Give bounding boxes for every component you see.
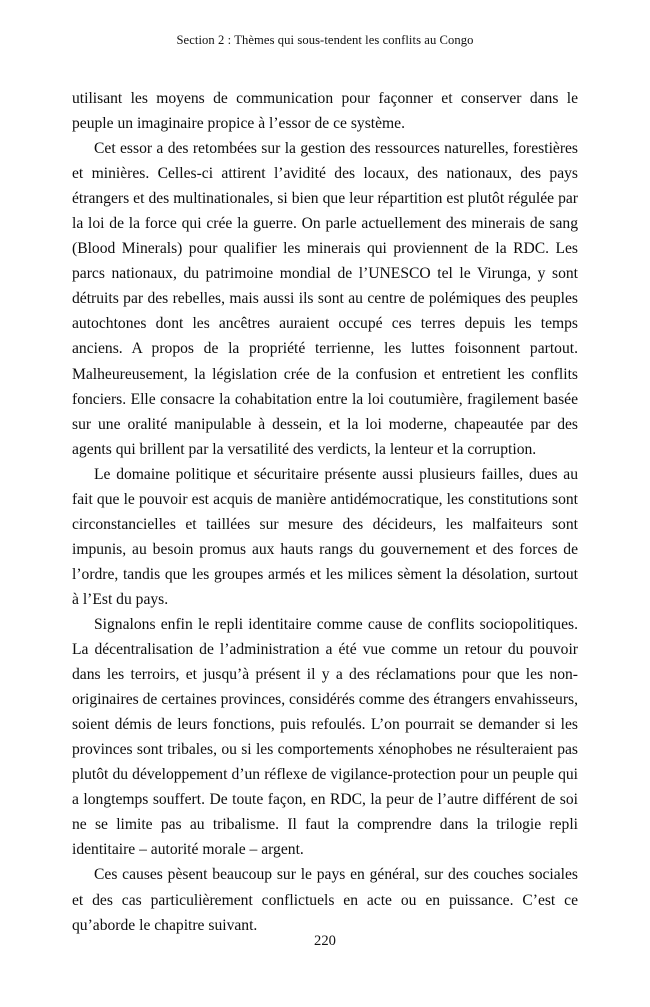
paragraph: Ces causes pèsent beaucoup sur le pays en général, sur des couches sociales et des cas particulièrement conflictuels en acte ou en puissance. C’est ce qu’aborde le chapitre suivant. — [72, 866, 578, 934]
paragraph: utilisant les moyens de communication pour façonner et conserver dans le peuple un imaginaire propice à l’essor de ce système. — [72, 90, 578, 133]
running-header: Section 2 : Thèmes qui sous-tendent les conflits au Congo — [176, 33, 474, 47]
paragraph: Signalons enfin le repli identitaire comme cause de conflits sociopolitiques. La décentralisation de l’administration a été vue comme un retour du pouvoir dans les terroirs, et jusqu’à présent il y a des réclamations pour que les non-originaires de certaines provinces, considérés comme des étrangers envahisseurs, soient démis de leurs fonctions, puis refoulés. L’on pourrait se demander si les provinces sont tribales, ou si les comportements xénophobes ne résulteraient pas plutôt du développement d’un réflexe de vigilance-protection pour un peuple qui a longtemps souffert. De toute façon, en RDC, la peur de l’autre différent de soi ne se limite pas au tribalisme. Il faut la comprendre dans la trilogie repli identitaire – autorité morale – argent. — [72, 615, 578, 859]
paragraph: Le domaine politique et sécuritaire présente aussi plusieurs failles, dues au fait que le pouvoir est acquis de manière antidémocratique, les constitutions sont circonstancielles et taillées sur mesure des décideurs, les malfaiteurs sont impunis, au besoin promus aux hauts rangs du gouvernement et des forces de l’ordre, tandis que les groupes armés et les milices sèment la désolation, surtout à l’Est du pays. — [72, 465, 578, 608]
body-text-block — [72, 86, 578, 938]
paragraph: Cet essor a des retombées sur la gestion des ressources naturelles, forestières et minières. Celles-ci attirent l’avidité des locaux, des nationaux, des pays étrangers et des multinationales, si bien que leur répartition est plutôt régulée par la loi de la force qui crée la guerre. On parle actuellement des minerais de sang (Blood Minerals) pour qualifier les minerais qui proviennent de la RDC. Les parcs nationaux, du patrimoine mondial de l’UNESCO tel le Virunga, y sont détruits par des rebelles, mais aussi ils sont au centre de polémiques des peuples autochtones dont les ancêtres auraient occupé ces terres depuis les temps anciens. A propos de la propriété terrienne, les luttes foisonnent partout. Malheureusement, la législation crée de la confusion et entretient les conflits fonciers. Elle consacre la cohabitation entre la loi coutumière, fragilement basée sur une oralité manipulable à dessein, et la loi moderne, chapeautée par des agents qui brillent par la versatilité des verdicts, la lenteur et la corruption. — [72, 140, 578, 458]
page-number: 220 — [314, 933, 336, 949]
